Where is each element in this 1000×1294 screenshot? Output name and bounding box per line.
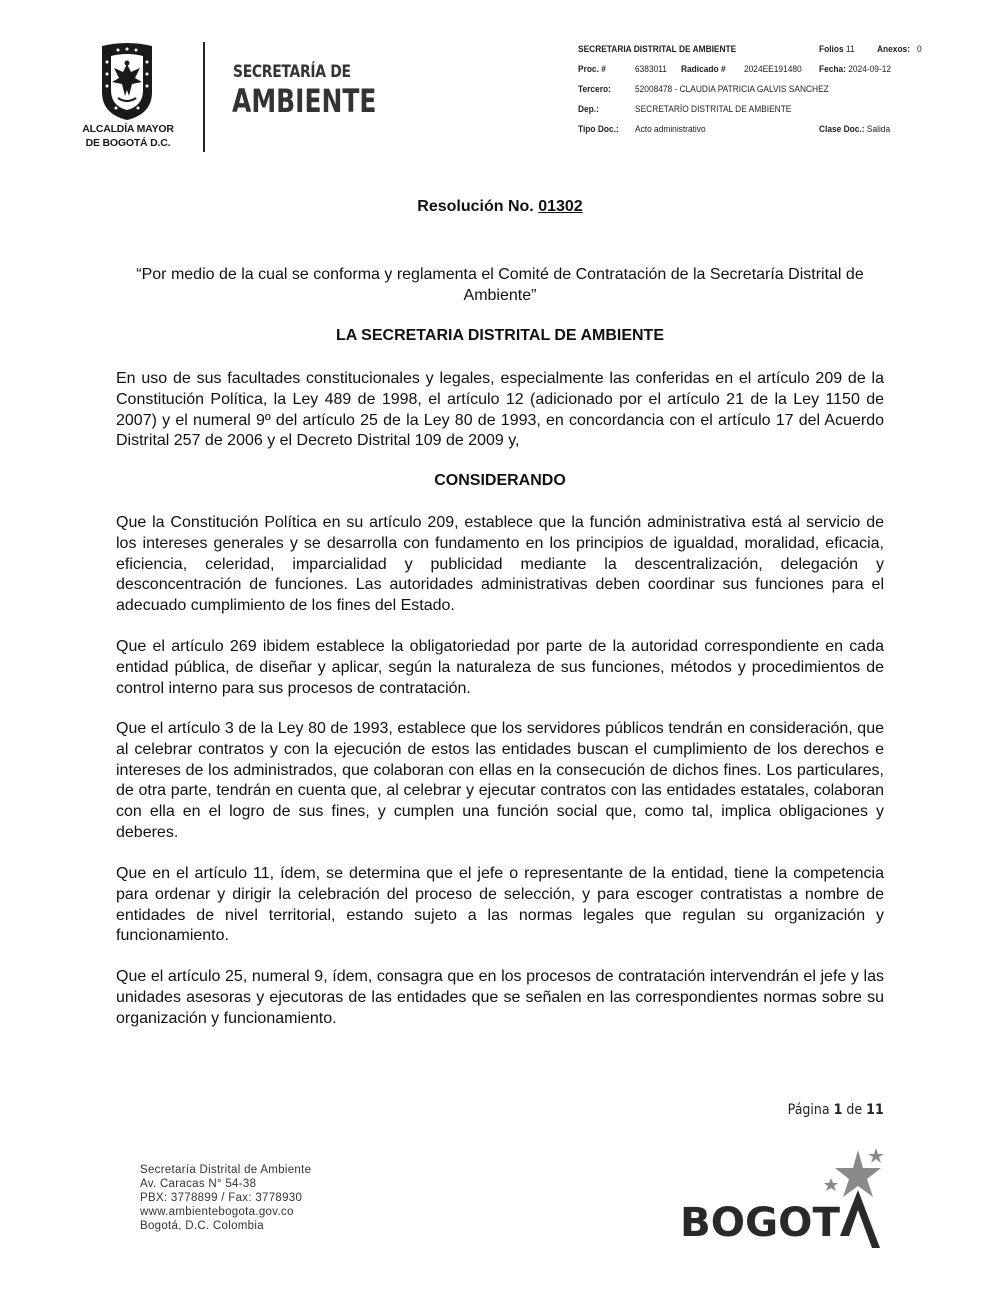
alcaldia-logo-text — [78, 122, 178, 150]
stamp-folios-value: 11 — [845, 44, 855, 55]
stamp-clase-doc-value: Salida — [866, 124, 891, 135]
considerando-heading: CONSIDERANDO — [434, 472, 566, 489]
footer-website-link[interactable]: www.ambientebogota.gov.co — [140, 1206, 294, 1218]
stamp-proc-value: 6383011 — [635, 64, 667, 75]
stamp-dep-value: SECRETARÍO DISTRITAL DE AMBIENTE — [635, 104, 792, 115]
resolution-title-prefix: Resolución No. — [417, 198, 534, 215]
stamp-radicado-label: Radicado # — [681, 64, 726, 75]
stamp-proc-label: Proc. # — [578, 64, 606, 75]
stamp-tercero-value: 52008478 - CLAUDIA PATRICIA GALVIS SANCHEZ — [635, 84, 829, 95]
svg-text:BOGOT: BOGOT — [680, 1200, 841, 1246]
stamp-radicado-value: 2024EE191480 — [744, 64, 802, 75]
resolution-title — [0, 198, 1000, 216]
stamp-anexos-value: 0 — [916, 44, 922, 55]
considerando-paragraph-5: Que el artículo 25, numeral 9, ídem, consagra que en los procesos de contratación intervendrán el jefe y las unidades asesoras y ejecutoras de las entidades que se señalen en las correspondientes normas sobre su organización y funcionamiento. — [116, 968, 884, 1027]
resolution-subtitle: “Por medio de la cual se conforma y reglamenta el Comité de Contratación de la Secretaría Distrital de Ambiente” — [136, 266, 864, 304]
page-label: Página — [787, 1102, 830, 1118]
stamp-tipo-doc-value: Acto administrativo — [635, 124, 706, 135]
secretaria-logo-line-2: AMBIENTE — [232, 82, 377, 120]
page-number — [788, 1102, 884, 1118]
logo-divider — [203, 42, 205, 152]
bogota-logo — [680, 1148, 885, 1253]
stamp-fecha-label: Fecha: — [819, 64, 846, 75]
stamp-tipo-doc-label: Tipo Doc.: — [578, 124, 619, 135]
page-of: de — [846, 1102, 863, 1118]
coat-of-arms-icon — [98, 42, 156, 122]
footer-address — [140, 1163, 311, 1233]
stamp-dep-label: Dep.: — [578, 104, 599, 115]
page-total: 11 — [866, 1102, 884, 1118]
footer-address-line: Av. Caracas N° 54-38 — [140, 1178, 257, 1190]
resolution-number: 01302 — [538, 198, 583, 215]
secretaria-logo-line-1: SECRETARÍA DE — [233, 62, 351, 82]
stamp-fecha-value: 2024-09-12 — [848, 64, 892, 75]
footer-address-line: PBX: 3778899 / Fax: 3778930 — [140, 1192, 303, 1204]
alcaldia-line-2: DE BOGOTÁ D.C. — [85, 137, 171, 149]
stamp-entity: SECRETARIA DISTRITAL DE AMBIENTE — [578, 44, 737, 55]
considerando-paragraph-2: Que el artículo 269 ibidem establece la obligatoriedad por parte de la autoridad correspondiente en cada entidad pública, de diseñar y aplicar, según la naturaleza de sus funciones, métodos y procedimientos de control interno para sus procesos de contratación. — [116, 638, 884, 697]
stamp-clase-doc-label: Clase Doc.: — [819, 124, 865, 135]
stamp-tercero-label: Tercero: — [578, 84, 611, 95]
footer-address-line: Secretaría Distrital de Ambiente — [140, 1164, 312, 1176]
considerando-paragraph-1: Que la Constitución Política en su artículo 209, establece que la función administrativa está al servicio de los intereses generales y se desarrolla con fundamento en los principios de igualdad, moralidad, eficacia, eficiencia, celeridad, imparcialidad y publicidad mediante la descentralización, delegación y desconcentración de funciones. Las autoridades administrativas deben coordinar sus funciones para el adecuado cumplimiento de los fines del Estado. — [116, 514, 884, 615]
footer-address-line: Bogotá, D.C. Colombia — [140, 1220, 264, 1232]
preamble-paragraph: En uso de sus facultades constitucionales y legales, especialmente las conferidas en el artículo 209 de la Constitución Política, la Ley 489 de 1998, el artículo 12 (adicionado por el artículo 21 de la Ley 1150 de 2007) y el numeral 9º del artículo 25 de la Ley 80 de 1993, en concordancia con el artículo 17 del Acuerdo Distrital 257 de 2006 y el Decreto Distrital 109 de 2009 y, — [116, 370, 884, 450]
considerando-paragraph-3: Que el artículo 3 de la Ley 80 de 1993, establece que los servidores públicos tendrán en consideración, que al celebrar contratos y con la ejecución de estos las entidades buscan el cumplimiento de los derechos e intereses de los administrados, que colaboran con ellas en la consecución de dichos fines. Los particulares, de otra parte, tendrán en cuenta que, al celebrar y ejecutar contratos con las entidades estatales, colaboran con ella en el logro de sus fines, y cumplen una función social que, como tal, implica obligaciones y deberes. — [116, 720, 884, 841]
stamp-folios-label: Folios — [819, 44, 844, 55]
considerando-paragraph-4: Que en el artículo 11, ídem, se determina que el jefe o representante de la entidad, tiene la competencia para ordenar y dirigir la celebración del proceso de selección, y para escoger contratistas a nombre de entidades de nivel territorial, estando sujeto a las normas legales que regulan su organización y funcionamiento. — [116, 865, 884, 945]
authority-heading: LA SECRETARIA DISTRITAL DE AMBIENTE — [336, 327, 664, 344]
stars-icon — [680, 1148, 885, 1253]
alcaldia-line-1: ALCALDÍA MAYOR — [82, 123, 174, 135]
page-current: 1 — [833, 1102, 843, 1118]
stamp-anexos-label: Anexos: — [877, 44, 910, 55]
